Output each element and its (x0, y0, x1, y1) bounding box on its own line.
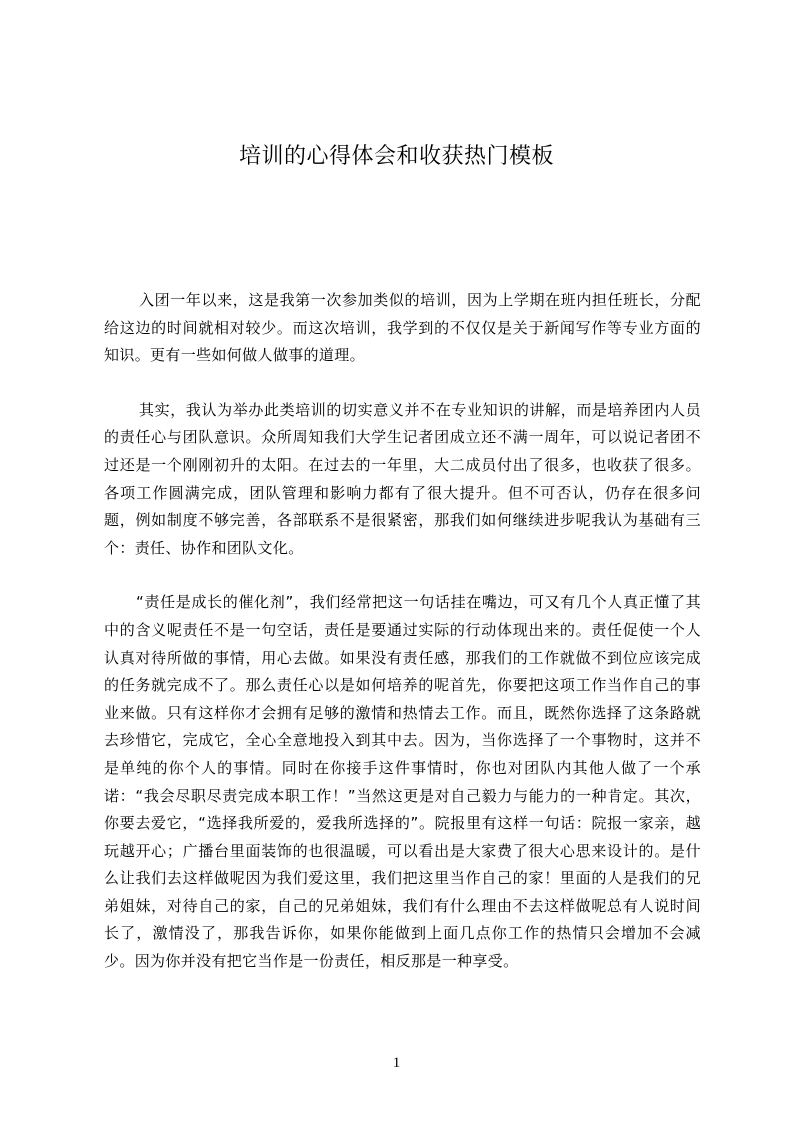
paragraph-intro: 入团一年以来，这是我第一次参加类似的培训，因为上学期在班内担任班长，分配给这边的时间就相对较少。而这次培训，我学到的不仅仅是关于新闻写作等专业方面的知识。更有一些如何做人做事的道理。 (104, 291, 701, 365)
paragraph-team-awareness: 其实，我认为举办此类培训的切实意义并不在专业知识的讲解，而是培养团内人员的责任心与团队意识。众所周知我们大学生记者团成立还不满一周年，可以说记者团不过还是一个刚刚初升的太阳。在过去的一年里，大二成员付出了很多，也收获了很多。各项工作圆满完成，团队管理和影响力都有了很大提升。但不可否认，仍存在很多问题，例如制度不够完善，各部联系不是很紧密，那我们如何继续进步呢我认为基础有三个：责任、协作和团队文化。 (104, 400, 701, 557)
paragraph-responsibility: “责任是成长的催化剂”，我们经常把这一句话挂在嘴边，可又有几个人真正懂了其中的含义呢责任不是一句空话，责任是要通过实际的行动体现出来的。责任促使一个人认真对待所做的事情，用心去做。如果没有责任感，那我们的工作就做不到位应该完成的任务就完成不了。那么责任心以是如何培养的呢首先，你要把这项工作当作自己的事业来做。只有这样你才会拥有足够的激情和热情去工作。而且，既然你选择了这条路就去珍惜它，完成它，全心全意地投入到其中去。因为，当你选择了一个事物时，这并不是单纯的你个人的事情。同时在你接手这件事情时，你也对团队内其他人做了一个承诺：“我会尽职尽责完成本职工作！”当然这更是对自己毅力与能力的一种肯定。其次，你要去爱它，“选择我所爱的，爱我所选择的”。院报里有这样一句话：院报一家亲，越玩越开心；广播台里面装饰的也很温暖，可以看出是大家费了很大心思来设计的。是什么让我们去这样做呢因为我们爱这里，我们把这里当作自己的家！里面的人是我们的兄弟姐妹，对待自己的家，自己的兄弟姐妹，我们有什么理由不去这样做呢总有人说时间长了，激情没了，那我告诉你，如果你能做到上面几点你工作的热情只会增加不会减少。因为你并没有把它当作是一份责任，相反那是一种享受。 (104, 593, 701, 971)
page-number: 1 (392, 1055, 401, 1071)
document-title: 培训的心得体会和收获热门模板 (238, 144, 554, 169)
document-body (104, 287, 701, 1003)
